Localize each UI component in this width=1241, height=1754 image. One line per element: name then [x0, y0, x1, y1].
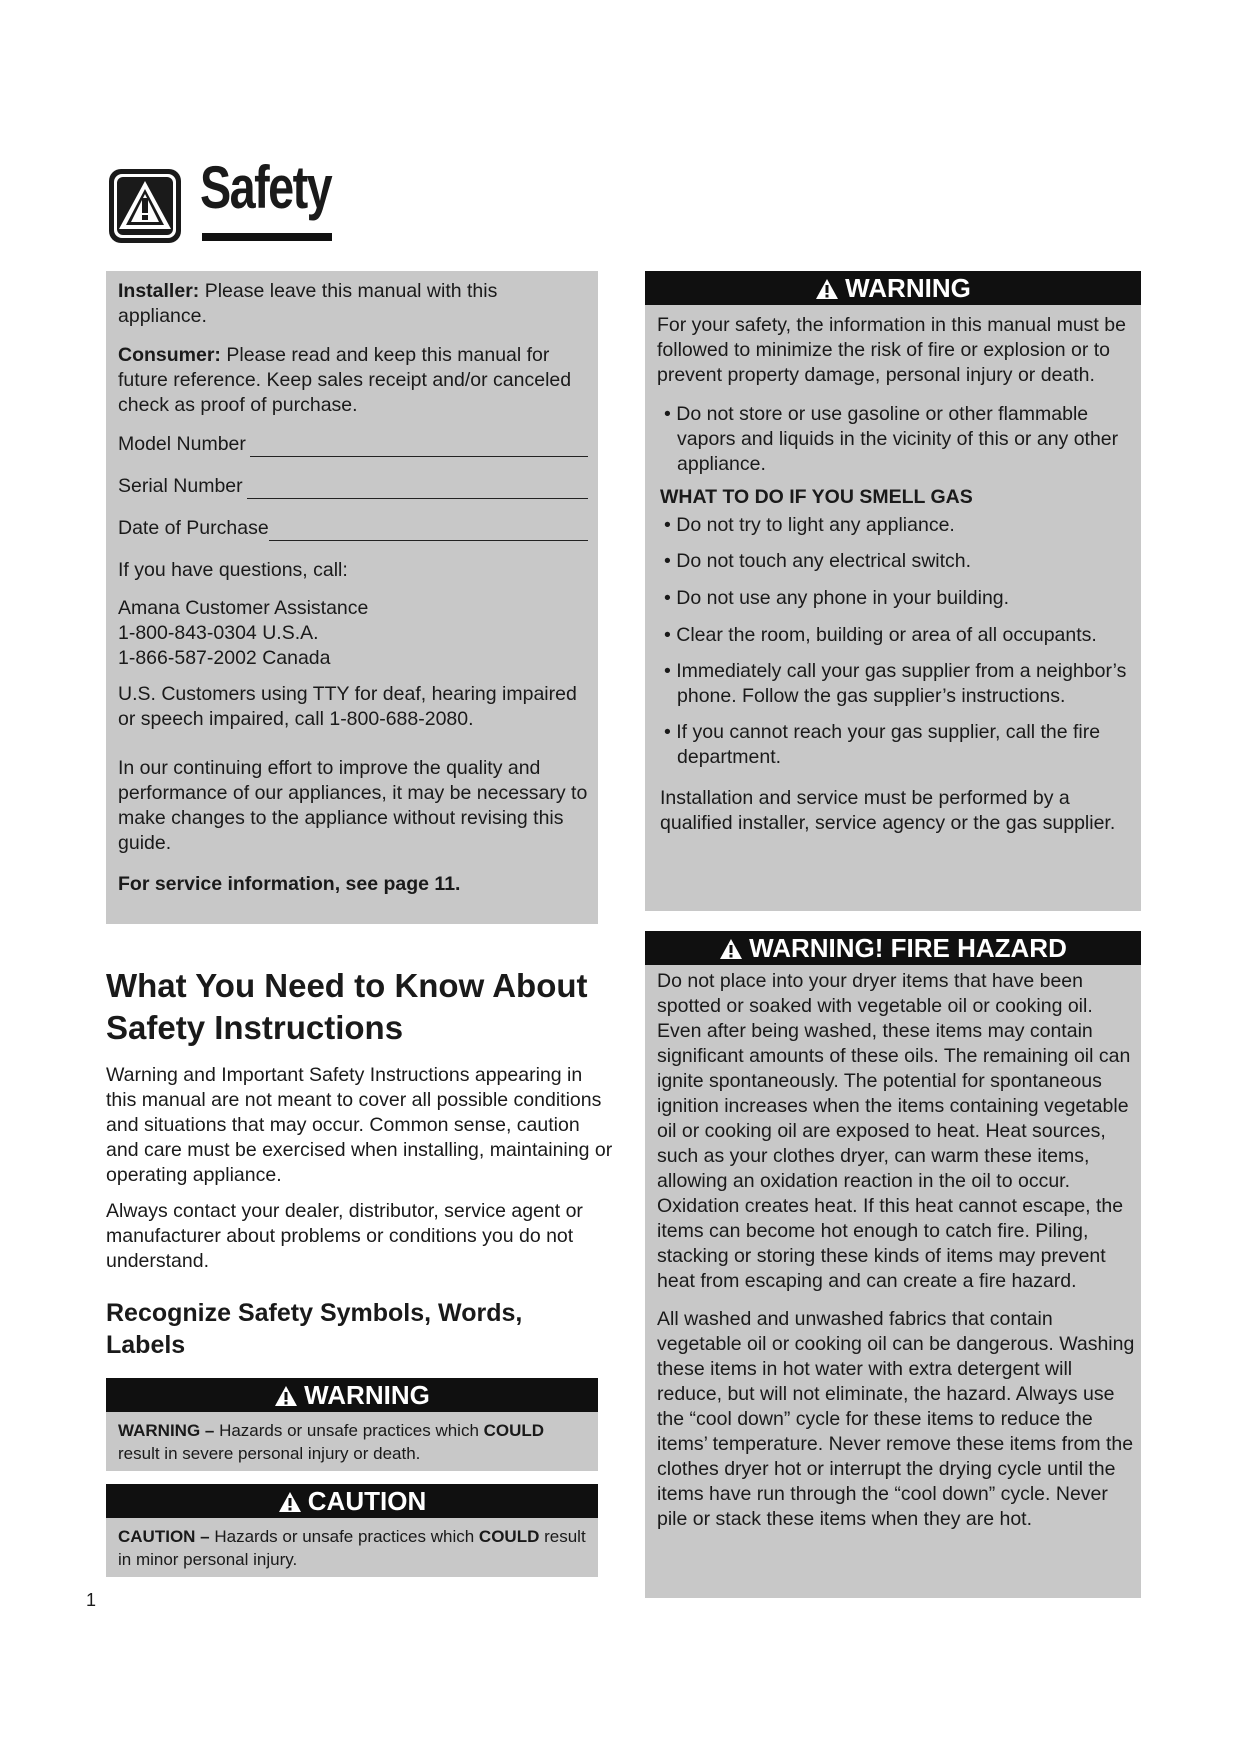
legend-warning-text-a: Hazards or unsafe practices which	[214, 1421, 484, 1440]
warning-closing: Installation and service must be performed by a qualified installer, service agency or the gas supplier.	[660, 787, 1116, 834]
warning-triangle-icon	[719, 938, 743, 960]
phone-usa: 1-800-843-0304 U.S.A.	[118, 622, 319, 644]
title-underline	[202, 233, 332, 241]
list-item: • If you cannot reach your gas supplier, call the fire department.	[664, 721, 1101, 768]
legend-warning-banner	[106, 1378, 598, 1412]
fire-hazard-banner	[645, 931, 1141, 965]
model-number-field[interactable]	[118, 432, 588, 457]
fire-hazard-paragraph-1: Do not place into your dryer items that have been spotted or soaked with vegetable oil or cooking oil. Even after being washed, these items may contain significant amounts of these oils. The remaining oil can ignite spontaneously. The potential for spontaneous ignition increases when the items containing vegetable oil or cooking oil are exposed to heat. Heat sources, such as your clothes dryer, can warm these items, allowing an oxidation reaction in the oil to occur. Oxidation creates heat. If this heat cannot escape, the items can become hot enough to catch fire. Piling, stacking or storing these kinds of items may prevent heat from escaping and can create a fire hazard.	[657, 970, 1131, 1292]
warning-intro: For your safety, the information in this manual must be followed to minimize the risk of fire or explosion or to prevent property damage, personal injury or death.	[657, 314, 1126, 386]
installer-text: Please leave this manual with this appliance.	[118, 280, 498, 327]
consumer-text: Please read and keep this manual for future reference. Keep sales receipt and/or canceled check as proof of purchase.	[118, 344, 572, 416]
service-info: For service information, see page 11.	[118, 873, 461, 895]
gas-warning-box	[645, 271, 1141, 911]
warning-triangle-icon	[274, 1385, 298, 1407]
date-of-purchase-field[interactable]	[118, 516, 588, 541]
bullet-flammable: • Do not store or use gasoline or other flammable vapors and liquids in the vicinity of this or any other appliance.	[664, 403, 1119, 475]
section-heading: What You Need to Know About Safety Instructions	[106, 967, 588, 1046]
fire-hazard-paragraph-2: All washed and unwashed fabrics that contain vegetable oil or cooking oil can be dangerous. Washing these items in hot water with extra detergent will reduce, but will not eliminate, the hazard. Always use the “cool down” cycle for these items to reduce the items’ temperature. Never remove these items from the clothes dryer hot or interrupt the drying cycle until the items have run through the “cool down” cycle. Never pile or stack these items when they are hot.	[657, 1308, 1135, 1530]
serial-number-label: Serial Number	[118, 475, 243, 497]
bullet-flammable-text: Do not store or use gasoline or other flammable vapors and liquids in the vicinity of this or any other appliance.	[676, 403, 1119, 475]
legend-caution-banner-label: CAUTION	[307, 1486, 427, 1516]
legend-caution	[106, 1484, 598, 1577]
serial-number-field[interactable]	[118, 474, 588, 499]
legend-warning-emphasis: COULD	[483, 1421, 545, 1440]
list-item: • Clear the room, building or area of all occupants.	[664, 624, 1097, 646]
smell-gas-heading: WHAT TO DO IF YOU SMELL GAS	[660, 486, 973, 508]
page-title: Safety	[200, 154, 332, 221]
installer-label: Installer:	[118, 280, 200, 302]
warning-triangle-icon	[107, 167, 183, 245]
date-of-purchase-label: Date of Purchase	[118, 517, 269, 539]
legend-caution-emphasis: COULD	[478, 1527, 540, 1546]
legend-warning-term: WARNING –	[118, 1421, 215, 1440]
page-number: 1	[86, 1590, 97, 1610]
section-paragraph-1: Warning and Important Safety Instructions appearing in this manual are not meant to cover all possible conditions and situations that may occur. Common sense, caution and care must be exercised when installing, maintaining or operating appliance.	[106, 1064, 613, 1186]
fire-hazard-banner-label: WARNING! FIRE HAZARD	[749, 933, 1067, 963]
warning-banner-label: WARNING	[845, 273, 971, 303]
legend-caution-text-a: Hazards or unsafe practices which	[209, 1527, 479, 1546]
list-item: • Do not use any phone in your building.	[664, 587, 1010, 609]
questions-text: If you have questions, call:	[118, 559, 348, 581]
list-item: • Immediately call your gas supplier from a neighbor’s phone. Follow the gas supplier’s instructions.	[664, 660, 1127, 707]
improvement-text: In our continuing effort to improve the quality and performance of our appliances, it may be necessary to make changes to the appliance without revising this guide.	[118, 757, 588, 854]
phone-canada: 1-866-587-2002 Canada	[118, 647, 331, 669]
installer-info-box	[106, 271, 598, 924]
legend-warning-text-b: result in severe personal injury or death.	[118, 1444, 421, 1463]
list-item: • Do not try to light any appliance.	[664, 514, 955, 536]
section-subheading: Recognize Safety Symbols, Words, Labels	[106, 1299, 523, 1359]
list-item: • Do not touch any electrical switch.	[664, 550, 972, 572]
legend-caution-text-b: result in minor personal injury.	[118, 1527, 586, 1569]
tty-text: U.S. Customers using TTY for deaf, hearing impaired or speech impaired, call 1-800-688-2080.	[118, 683, 577, 730]
consumer-label: Consumer:	[118, 344, 221, 366]
model-number-label: Model Number	[118, 433, 246, 455]
warning-triangle-icon	[815, 278, 839, 300]
warning-triangle-icon	[278, 1491, 302, 1513]
section-paragraph-2: Always contact your dealer, distributor, service agent or manufacturer about problems or conditions you do not understand.	[106, 1200, 583, 1272]
assistance-name: Amana Customer Assistance	[118, 597, 369, 619]
legend-warning-banner-label: WARNING	[304, 1380, 430, 1410]
warning-banner	[645, 271, 1141, 305]
fire-hazard-box	[645, 931, 1141, 1598]
legend-warning	[106, 1378, 598, 1471]
legend-caution-banner	[106, 1484, 598, 1518]
legend-caution-term: CAUTION –	[118, 1527, 210, 1546]
